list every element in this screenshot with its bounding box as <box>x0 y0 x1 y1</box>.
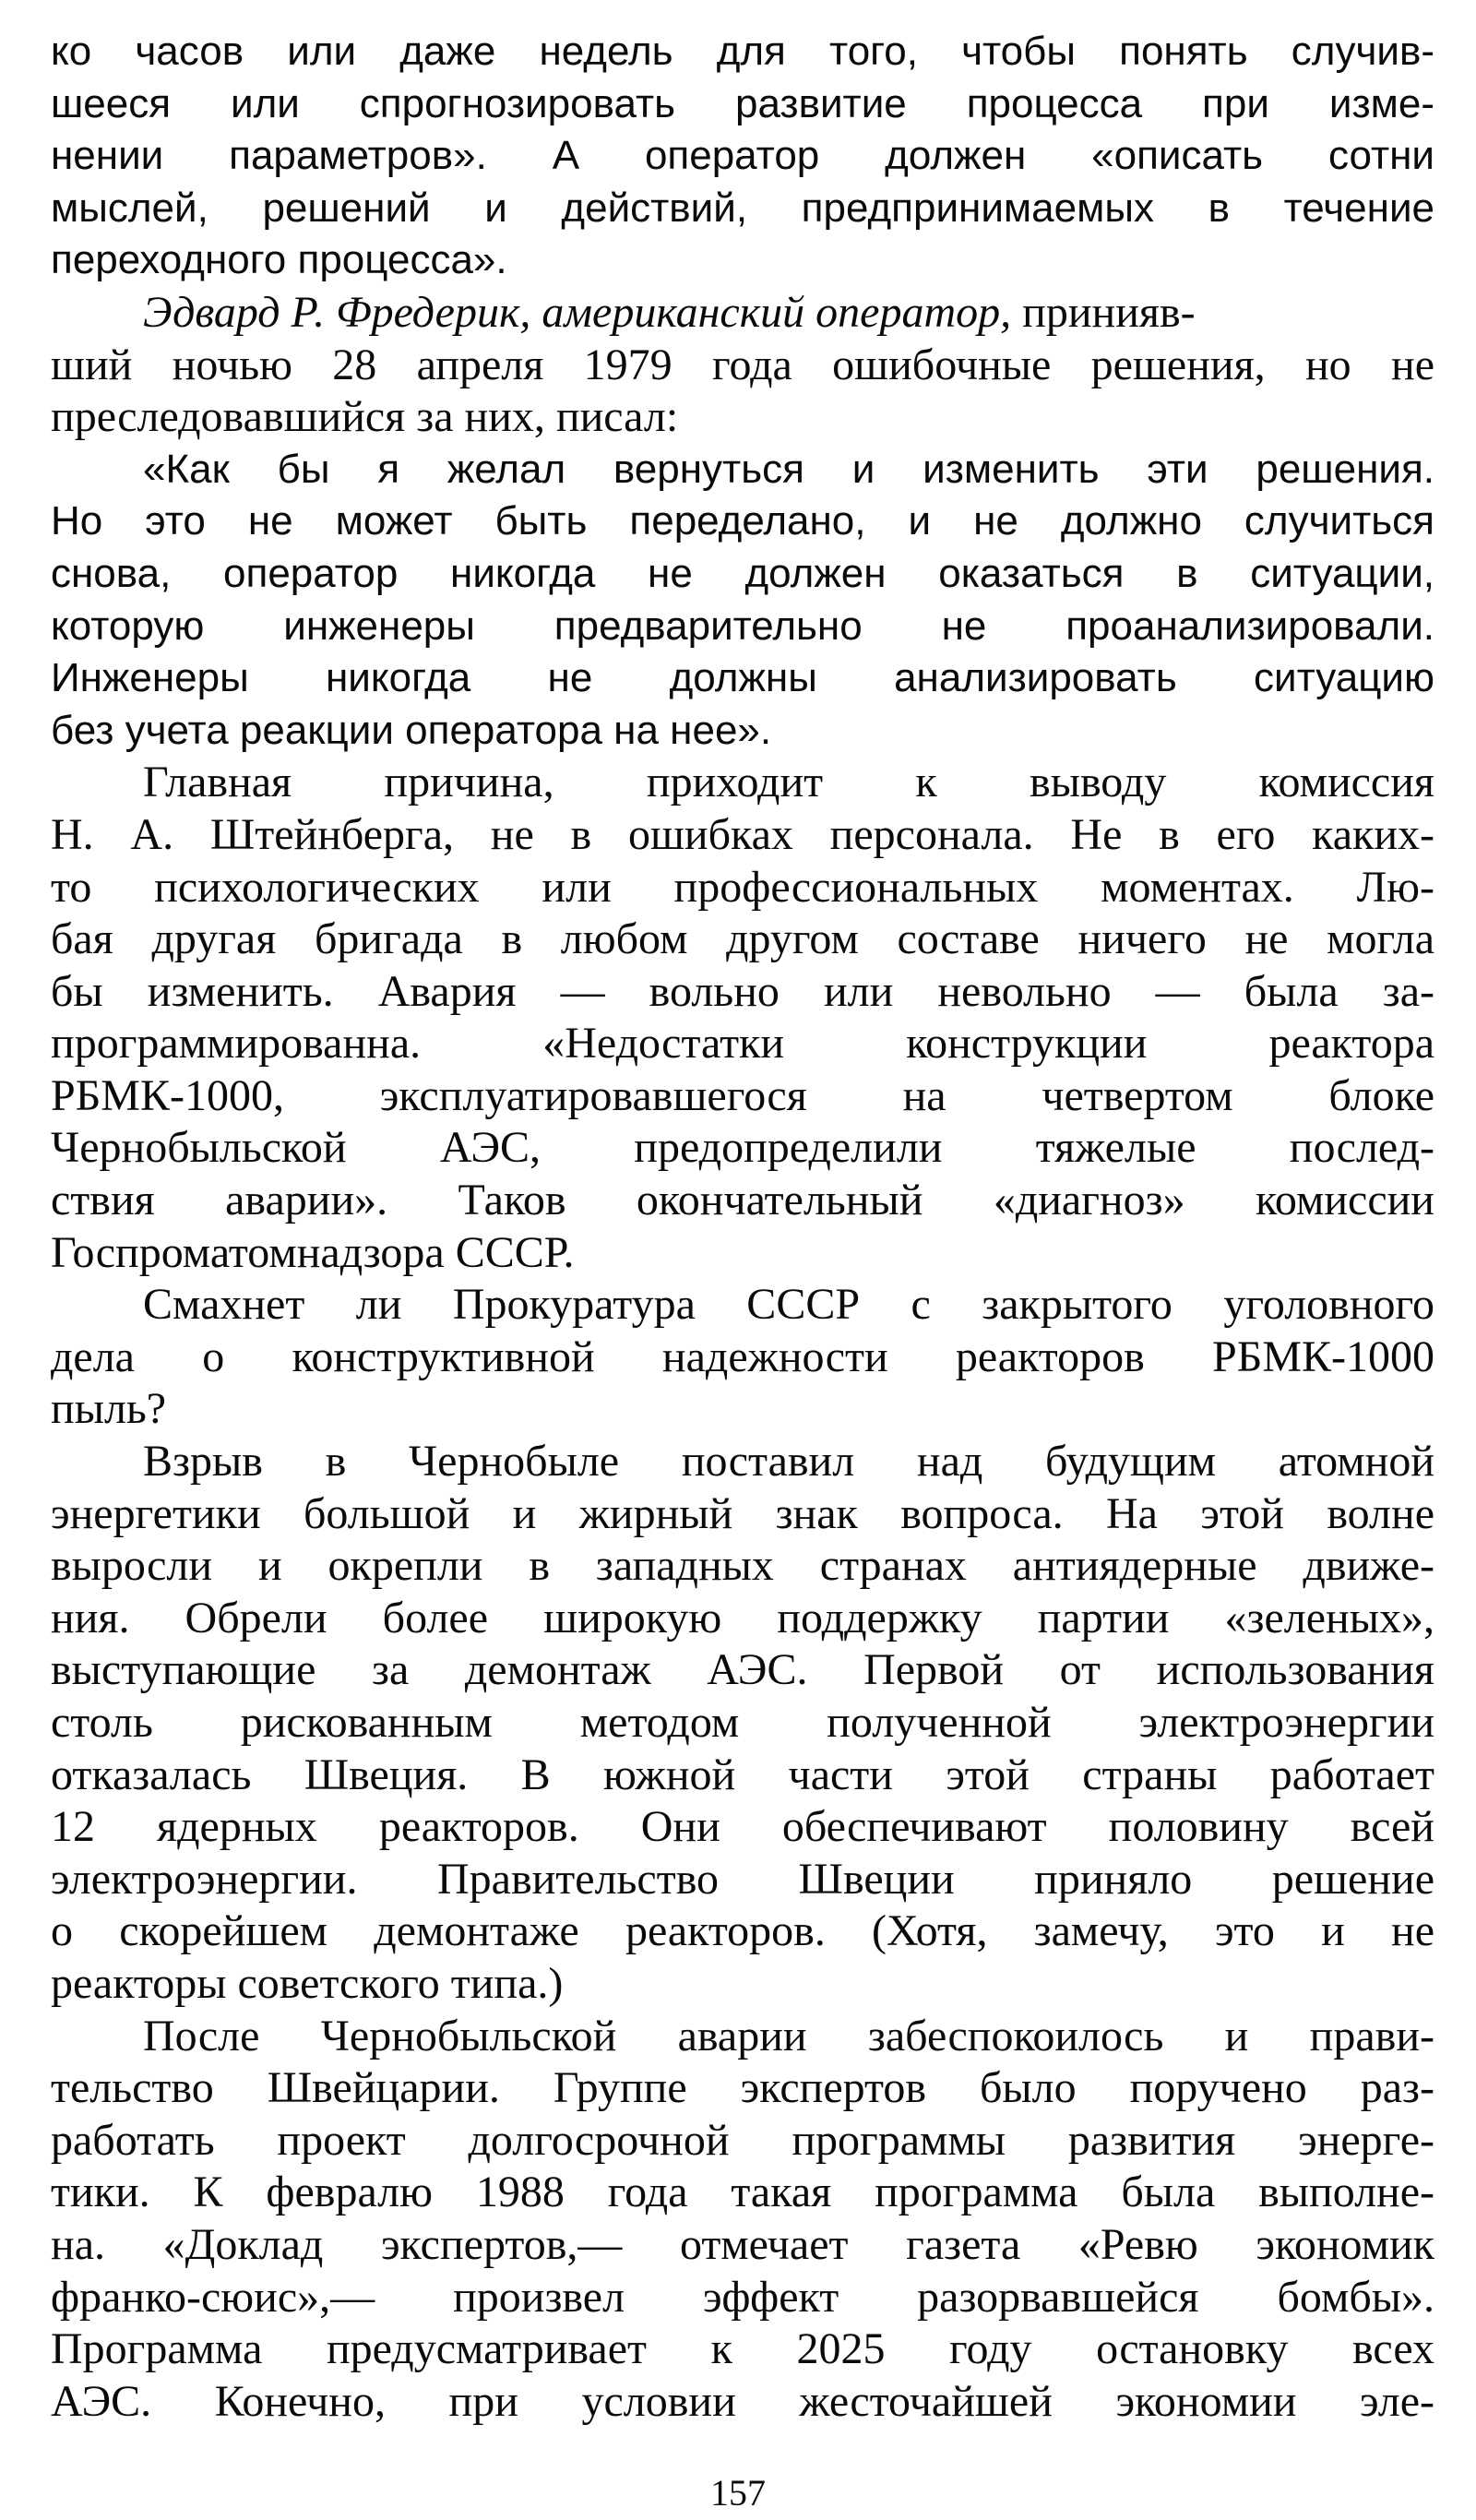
paragraph-1 <box>51 26 1434 287</box>
text-line: ствия аварии». Таков окончательный «диагноз» комиссии <box>51 1176 1434 1225</box>
text-line <box>51 287 1434 340</box>
text-line: электроэнергии. Правительство Швеции приняло решение <box>51 1854 1434 1904</box>
text-line: Взрыв в Чернобыле поставил над будущим атомной <box>143 1437 1434 1487</box>
text-line: выступающие за демонтаж АЭС. Первой от использования <box>51 1645 1434 1695</box>
text-line: дела о конструктивной надежности реакторов РБМК-1000 <box>51 1332 1434 1381</box>
text-line: После Чернобыльской аварии забеспокоилось и прави- <box>143 2011 1434 2060</box>
text-line: ший ночью 28 апреля 1979 года ошибочные решения, но не <box>51 340 1434 389</box>
paragraph-3-quote <box>51 444 1434 758</box>
text-line: то психологических или профессиональных моментах. Лю- <box>51 862 1434 912</box>
text-line: ния. Обрели более широкую поддержку партии «зеленых», <box>51 1593 1434 1642</box>
text-line: нении параметров». А оператор должен «описать сотни <box>51 133 1434 179</box>
text-line: Чернобыльской АЭС, предопределили тяжелые послед- <box>51 1123 1434 1173</box>
text-line: выросли и окрепли в западных странах антиядерные движе- <box>51 1541 1434 1591</box>
text-line: мыслей, решений и действий, предпринимаемых в течение <box>51 185 1434 231</box>
text-line: работать проект долгосрочной программы развития энерге- <box>51 2115 1434 2165</box>
text-line: РБМК-1000, эксплуатировавшегося на четвертом блоке <box>51 1070 1434 1120</box>
text-line: снова, оператор никогда не должен оказаться в ситуации, <box>51 550 1434 596</box>
text-line: Инженеры никогда не должны анализировать ситуацию <box>51 655 1434 701</box>
text-line: преследовавшийся за них, писал: <box>51 392 679 442</box>
text-line: пыль? <box>51 1384 167 1434</box>
text-line: отказалась Швеция. В южной части этой страны работает <box>51 1750 1434 1799</box>
text-line: которую инженеры предварительно не проанализировали. <box>51 603 1434 649</box>
text-line: переходного процесса». <box>51 237 507 283</box>
paragraph-2 <box>51 287 1434 444</box>
text-line: Но это не может быть переделано, и не должно случиться <box>51 498 1434 544</box>
text-line: бая другая бригада в любом другом составе ничего не могла <box>51 914 1434 964</box>
paragraph-4 <box>51 757 1434 1279</box>
text-line: тики. К февралю 1988 года такая программа была выполне- <box>51 2168 1434 2217</box>
text-line: реакторы советского типа.) <box>51 1958 564 2008</box>
text-line: Главная причина, приходит к выводу комиссия <box>143 758 1434 807</box>
text-fragment: принияв- <box>1011 287 1196 337</box>
text-line: на. «Доклад экспертов,— отмечает газета «Ревю экономик <box>51 2219 1434 2269</box>
text-line: АЭС. Конечно, при условии жесточайшей экономии эле- <box>51 2376 1434 2426</box>
text-line: без учета реакции оператора на нее». <box>51 707 772 753</box>
text-line: шееся или спрогнозировать развитие процесса при изме- <box>51 80 1434 126</box>
paragraph-7 <box>51 2011 1434 2429</box>
text-line: программированна. «Недостатки конструкции реактора <box>51 1019 1434 1069</box>
text-line: 12 ядерных реакторов. Они обеспечивают половину всей <box>51 1802 1434 1852</box>
italic-attribution: Эдвард Р. Фредерик, американский оператор, <box>143 287 1012 337</box>
text-line: столь рискованным методом полученной электроэнергии <box>51 1698 1434 1747</box>
paragraph-6 <box>51 1436 1434 2011</box>
text-line: о скорейшем демонтаже реакторов. (Хотя, замечу, это и не <box>51 1906 1434 1956</box>
paragraph-5 <box>51 1279 1434 1436</box>
page-number: 157 <box>710 2472 766 2514</box>
text-line: тельство Швейцарии. Группе экспертов было поручено раз- <box>51 2063 1434 2113</box>
text-line: ко часов или даже недель для того, чтобы понять случив- <box>51 29 1434 74</box>
text-line: Программа предусматривает к 2025 году остановку всех <box>51 2324 1434 2374</box>
text-line: Н. А. Штейнберга, не в ошибках персонала. Не в его каких- <box>51 809 1434 859</box>
text-line: Смахнет ли Прокуратура СССР с закрытого уголовного <box>143 1280 1434 1330</box>
text-line: Госпроматомнадзора СССР. <box>51 1227 575 1277</box>
text-line: энергетики большой и жирный знак вопроса. На этой волне <box>51 1488 1434 1538</box>
page-body <box>51 26 1434 2428</box>
text-line: «Как бы я желал вернуться и изменить эти решения. <box>143 446 1434 492</box>
text-line: франко-сюис»,— произвел эффект разорвавшейся бомбы». <box>51 2272 1434 2322</box>
text-line: бы изменить. Авария — вольно или невольно — была за- <box>51 966 1434 1016</box>
